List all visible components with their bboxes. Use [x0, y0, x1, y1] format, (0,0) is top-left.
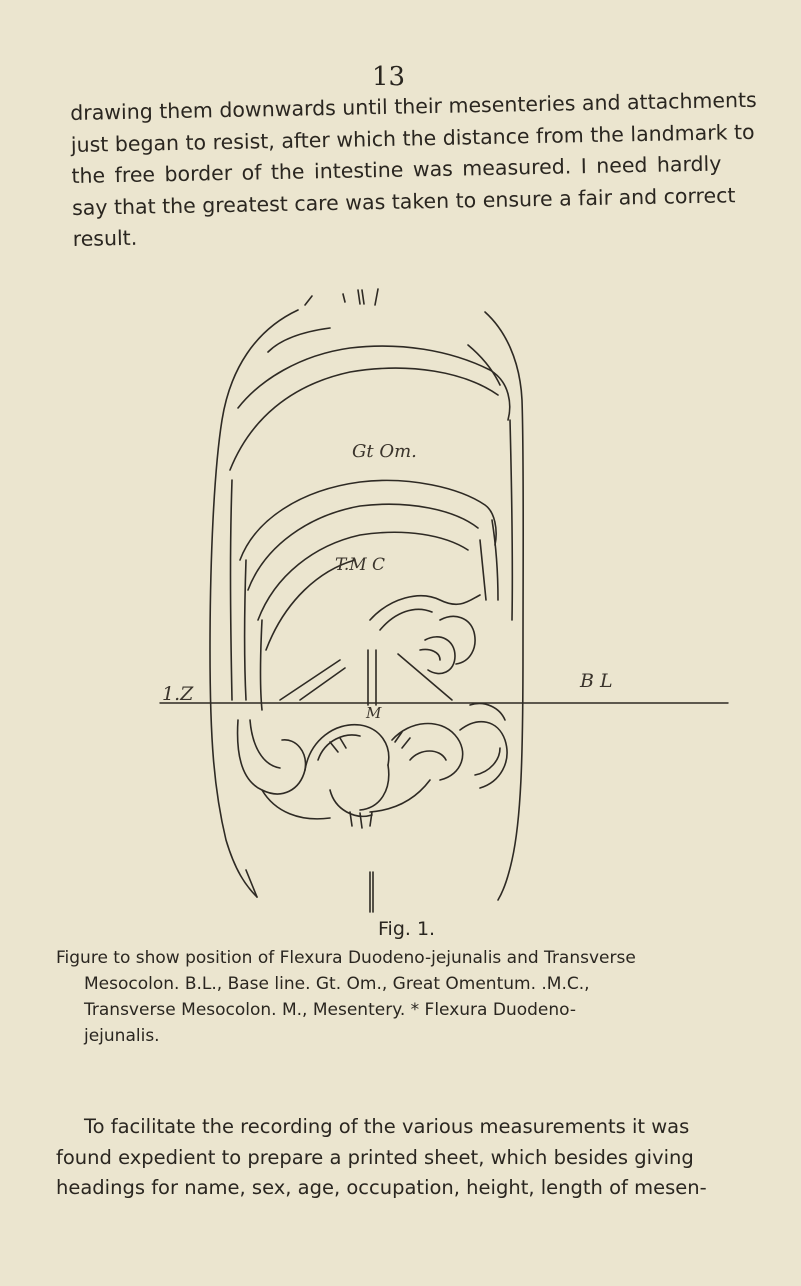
label-left-mark: 1.Z [162, 683, 194, 705]
label-base-line: B L [580, 670, 613, 692]
text-line: say that the greatest care was taken to ensure a fair and correct [71, 182, 736, 220]
great-omentum-arch [238, 346, 510, 420]
figure-caption [56, 945, 721, 1049]
label-tmc: T.M C [335, 555, 386, 575]
outer-outline-right [485, 312, 523, 900]
text-line: result. [72, 225, 138, 251]
caption-line: Transverse Mesocolon. M., Mesentery. * Flexura Duodeno- [84, 1000, 576, 1020]
label-gt-om: Gt Om. [352, 441, 417, 462]
figure-label: Fig. 1. [378, 918, 436, 940]
text-line: headings for name, sex, age, occupation, height, length of mesen- [56, 1176, 707, 1199]
text-line: To facilitate the recording of the various measurements it was [84, 1115, 690, 1138]
outer-outline [210, 310, 298, 897]
text-line: found expedient to prepare a printed sheet, which besides giving [56, 1145, 694, 1169]
transverse-mesocolon [240, 480, 496, 560]
label-m: M [366, 704, 382, 722]
text-line: drawing them downwards until their mesenteries and attachments [70, 87, 757, 125]
text-line: just began to resist, after which the distance from the landmark to [70, 119, 755, 157]
caption-line: jejunalis. [84, 1026, 160, 1046]
body-paragraph-bottom [56, 1112, 721, 1204]
caption-line: Mesocolon. B.L., Base line. Gt. Om., Great Omentum. .M.C., [84, 974, 590, 994]
caption-line: Figure to show position of Flexura Duodeno-jejunalis and Transverse [56, 948, 636, 968]
text-line: the free border of the intestine was measured. I need hardly [71, 151, 722, 188]
top-tick-marks [305, 289, 378, 305]
page-number: 13 [372, 62, 406, 92]
